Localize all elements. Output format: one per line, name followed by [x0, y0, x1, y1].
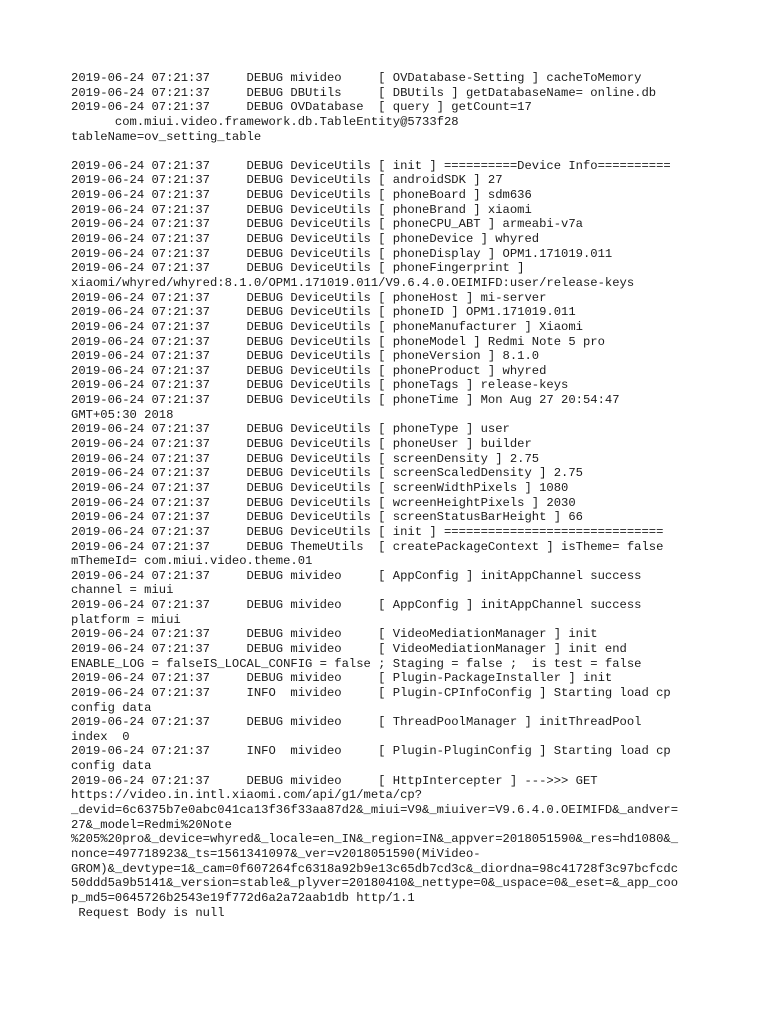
log-line: 2019-06-24 07:21:37 DEBUG DeviceUtils [ phoneTags ] release-keys: [71, 378, 569, 393]
log-line: ENABLE_LOG = falseIS_LOCAL_CONFIG = false ; Staging = false ; is test = false: [71, 656, 642, 671]
log-line: 2019-06-24 07:21:37 DEBUG mivideo [ HttpIntercepter ] --->>> GET: [71, 773, 598, 788]
log-line: _devid=6c6375b7e0abc041ca13f36f33aa87d2&_miui=V9&_miuiver=V9.6.4.0.OEIMIFD&_andver=: [71, 803, 679, 818]
log-line: 2019-06-24 07:21:37 INFO mivideo [ Plugin-CPInfoConfig ] Starting load cp: [71, 685, 671, 700]
log-line: 2019-06-24 07:21:37 DEBUG DeviceUtils [ phoneHost ] mi-server: [71, 290, 547, 305]
log-line: p_md5=0645726b2543e19f772d6a2a72aab1db http/1.1: [71, 890, 415, 905]
log-line: 2019-06-24 07:21:37 DEBUG ThemeUtils [ createPackageContext ] isTheme= false: [71, 539, 664, 554]
log-line: 2019-06-24 07:21:37 DEBUG DeviceUtils [ phoneCPU_ABT ] armeabi-v7a: [71, 217, 583, 232]
log-line: 2019-06-24 07:21:37 DEBUG DeviceUtils [ screenWidthPixels ] 1080: [71, 480, 569, 495]
log-line: 2019-06-24 07:21:37 DEBUG DeviceUtils [ androidSDK ] 27: [71, 173, 503, 188]
log-line: GROM)&_devtype=1&_cam=0f607264fc6318a92b9e13c65db7cd3c&_diordna=98c41728f3c97bcfcdc: [71, 861, 679, 876]
log-line: 2019-06-24 07:21:37 DEBUG DBUtils [ DBUtils ] getDatabaseName= online.db: [71, 85, 657, 100]
log-line: channel = miui: [71, 583, 174, 598]
log-line: 2019-06-24 07:21:37 DEBUG DeviceUtils [ phoneType ] user: [71, 422, 510, 437]
log-line: 2019-06-24 07:21:37 DEBUG mivideo [ VideoMediationManager ] init end: [71, 641, 627, 656]
log-line: 2019-06-24 07:21:37 DEBUG DeviceUtils [ phoneTime ] Mon Aug 27 20:54:47: [71, 393, 620, 408]
log-line: 2019-06-24 07:21:37 DEBUG OVDatabase [ query ] getCount=17: [71, 100, 532, 115]
log-line: 2019-06-24 07:21:37 INFO mivideo [ Plugin-PluginConfig ] Starting load cp: [71, 744, 671, 759]
log-line: 2019-06-24 07:21:37 DEBUG DeviceUtils [ wcreenHeightPixels ] 2030: [71, 495, 576, 510]
log-line: 2019-06-24 07:21:37 DEBUG mivideo [ OVDatabase-Setting ] cacheToMemory: [71, 71, 642, 85]
log-line: config data: [71, 759, 152, 774]
log-line: Request Body is null: [71, 905, 225, 920]
blank-line: [71, 144, 731, 159]
log-line: 2019-06-24 07:21:37 DEBUG mivideo [ AppConfig ] initAppChannel success: [71, 568, 642, 583]
log-line: 2019-06-24 07:21:37 DEBUG DeviceUtils [ phoneDisplay ] OPM1.171019.011: [71, 246, 613, 261]
log-line: platform = miui: [71, 612, 181, 627]
log-line: 2019-06-24 07:21:37 DEBUG DeviceUtils [ phoneVersion ] 8.1.0: [71, 349, 540, 364]
log-document: [71, 71, 731, 920]
log-line: 2019-06-24 07:21:37 DEBUG mivideo [ Plugin-PackageInstaller ] init: [71, 671, 613, 686]
log-line: 2019-06-24 07:21:37 DEBUG DeviceUtils [ phoneID ] OPM1.171019.011: [71, 305, 576, 320]
log-line: mThemeId= com.miui.video.theme.01: [71, 554, 313, 569]
log-line: com.miui.video.framework.db.TableEntity@5733f28: [71, 114, 459, 129]
log-line: tableName=ov_setting_table: [71, 129, 262, 144]
log-line: 2019-06-24 07:21:37 DEBUG DeviceUtils [ screenScaledDensity ] 2.75: [71, 466, 583, 481]
log-line: 2019-06-24 07:21:37 DEBUG DeviceUtils [ phoneFingerprint ]: [71, 261, 525, 276]
log-line: 2019-06-24 07:21:37 DEBUG DeviceUtils [ phoneUser ] builder: [71, 437, 532, 452]
log-line: 50ddd5a9b5141&_version=stable&_plyver=20180410&_nettype=0&_uspace=0&_eset=&_app_coo: [71, 876, 679, 891]
log-line: xiaomi/whyred/whyred:8.1.0/OPM1.171019.011/V9.6.4.0.OEIMIFD:user/release-keys: [71, 275, 635, 290]
log-line: 2019-06-24 07:21:37 DEBUG DeviceUtils [ phoneModel ] Redmi Note 5 pro: [71, 334, 605, 349]
log-line: 2019-06-24 07:21:37 DEBUG DeviceUtils [ phoneProduct ] whyred: [71, 363, 547, 378]
log-line: 2019-06-24 07:21:37 DEBUG DeviceUtils [ phoneBoard ] sdm636: [71, 188, 532, 203]
log-line: nonce=497718923&_ts=1561341097&_ver=v2018051590(MiVideo-: [71, 846, 481, 861]
log-line: 2019-06-24 07:21:37 DEBUG DeviceUtils [ phoneManufacturer ] Xiaomi: [71, 319, 583, 334]
log-line: 2019-06-24 07:21:37 DEBUG DeviceUtils [ init ] ==========Device Info==========: [71, 158, 671, 173]
log-line: 2019-06-24 07:21:37 DEBUG mivideo [ AppConfig ] initAppChannel success: [71, 598, 642, 613]
log-line: %205%20pro&_device=whyred&_locale=en_IN&_region=IN&_appver=2018051590&_res=hd1080&_: [71, 832, 679, 847]
log-line: config data: [71, 700, 152, 715]
log-line: 2019-06-24 07:21:37 DEBUG DeviceUtils [ screenStatusBarHeight ] 66: [71, 510, 583, 525]
log-line: index 0: [71, 729, 130, 744]
log-line: 2019-06-24 07:21:37 DEBUG mivideo [ ThreadPoolManager ] initThreadPool: [71, 715, 642, 730]
log-line: 2019-06-24 07:21:37 DEBUG DeviceUtils [ phoneBrand ] xiaomi: [71, 202, 532, 217]
log-line: 2019-06-24 07:21:37 DEBUG DeviceUtils [ screenDensity ] 2.75: [71, 451, 540, 466]
log-line: 2019-06-24 07:21:37 DEBUG mivideo [ VideoMediationManager ] init: [71, 627, 598, 642]
log-line: 2019-06-24 07:21:37 DEBUG DeviceUtils [ init ] ==============================: [71, 524, 664, 539]
log-line: https://video.in.intl.xiaomi.com/api/g1/meta/cp?: [71, 788, 423, 803]
log-line: 2019-06-24 07:21:37 DEBUG DeviceUtils [ phoneDevice ] whyred: [71, 232, 540, 247]
log-line: GMT+05:30 2018: [71, 407, 174, 422]
log-line: 27&_model=Redmi%20Note: [71, 817, 232, 832]
